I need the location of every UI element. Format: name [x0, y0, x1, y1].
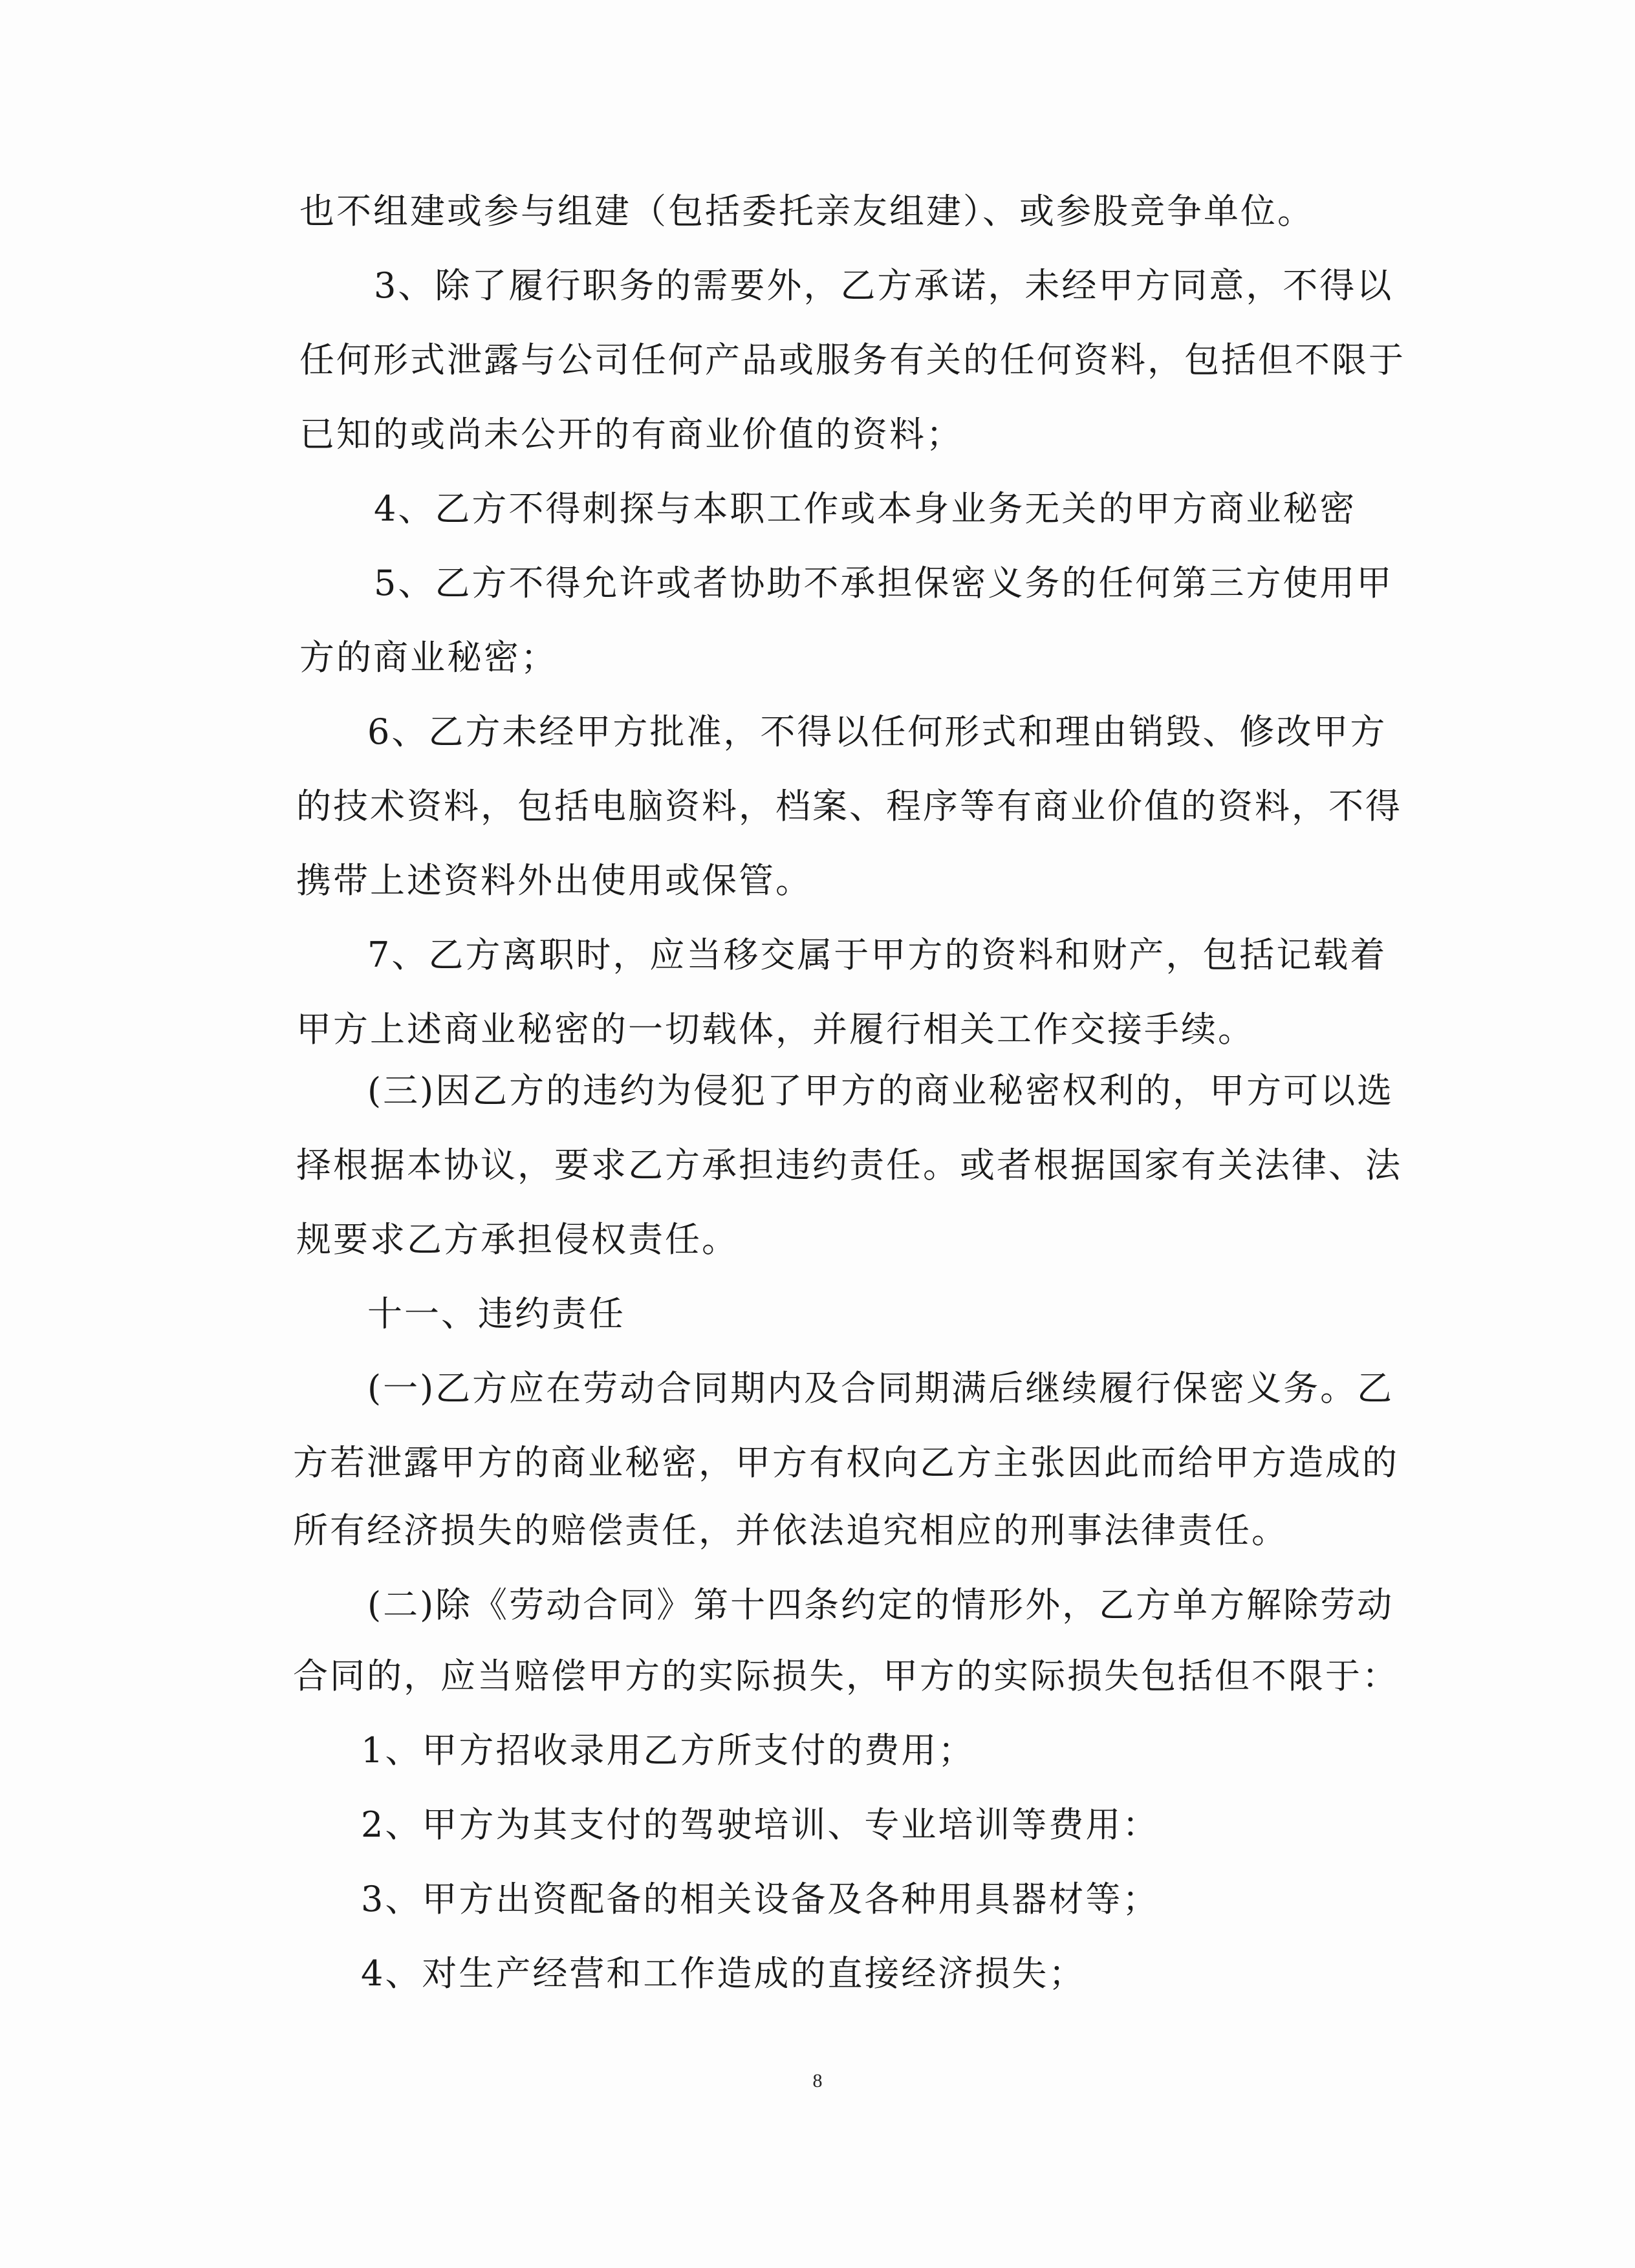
text-line: 择根据本协议，要求乙方承担违约责任。或者根据国家有关法律、法	[296, 1145, 1402, 1185]
text-line: 方若泄露甲方的商业秘密，甲方有权向乙方主张因此而给甲方造成的	[293, 1442, 1399, 1483]
text-line: (三)因乙方的违约为侵犯了甲方的商业秘密权利的，甲方可以选	[367, 1070, 1394, 1111]
text-line: (一)乙方应在劳动合同期内及合同期满后继续履行保密义务。乙	[367, 1368, 1394, 1409]
text-line: 4、对生产经营和工作造成的直接经济损失；	[361, 1953, 1086, 1994]
text-line: 3、除了履行职务的需要外，乙方承诺，未经甲方同意，不得以	[374, 265, 1394, 306]
section-heading: 十一、违约责任	[367, 1293, 625, 1334]
page-number: 8	[812, 2070, 823, 2091]
text-line: 1、甲方招收录用乙方所支付的费用；	[361, 1730, 975, 1771]
text-line: 5、乙方不得允许或者协助不承担保密义务的任何第三方使用甲	[374, 563, 1394, 603]
text-line: 7、乙方离职时，应当移交属于甲方的资料和财产，包括记载着	[367, 934, 1387, 975]
text-line: 甲方上述商业秘密的一切载体，并履行相关工作交接手续。	[296, 1009, 1255, 1050]
text-line: 已知的或尚未公开的有商业价值的资料；	[299, 414, 963, 455]
text-line: 任何形式泄露与公司任何产品或服务有关的任何资料，包括但不限于	[299, 340, 1405, 380]
text-line: (二)除《劳动合同》第十四条约定的情形外，乙方单方解除劳动	[367, 1584, 1394, 1625]
text-line: 6、乙方未经甲方批准，不得以任何形式和理由销毁、修改甲方	[367, 711, 1387, 752]
text-line: 4、乙方不得刺探与本职工作或本身业务无关的甲方商业秘密	[374, 488, 1357, 529]
text-line: 方的商业秘密；	[299, 637, 558, 678]
text-line: 2、甲方为其支付的驾驶培训、专业培训等费用：	[361, 1804, 1160, 1845]
text-line: 携带上述资料外出使用或保管。	[296, 860, 812, 901]
text-line: 所有经济损失的赔偿责任，并依法追究相应的刑事法律责任。	[293, 1510, 1288, 1551]
text-line: 3、甲方出资配备的相关设备及各种用具器材等；	[361, 1879, 1160, 1919]
text-line: 合同的，应当赔偿甲方的实际损失，甲方的实际损失包括但不限于：	[293, 1656, 1399, 1696]
text-line: 也不组建或参与组建（包括委托亲友组建）、或参股竞争单位。	[299, 191, 1314, 232]
text-line: 规要求乙方承担侵权责任。	[296, 1219, 739, 1260]
text-line: 的技术资料，包括电脑资料，档案、程序等有商业价值的资料，不得	[296, 786, 1402, 826]
